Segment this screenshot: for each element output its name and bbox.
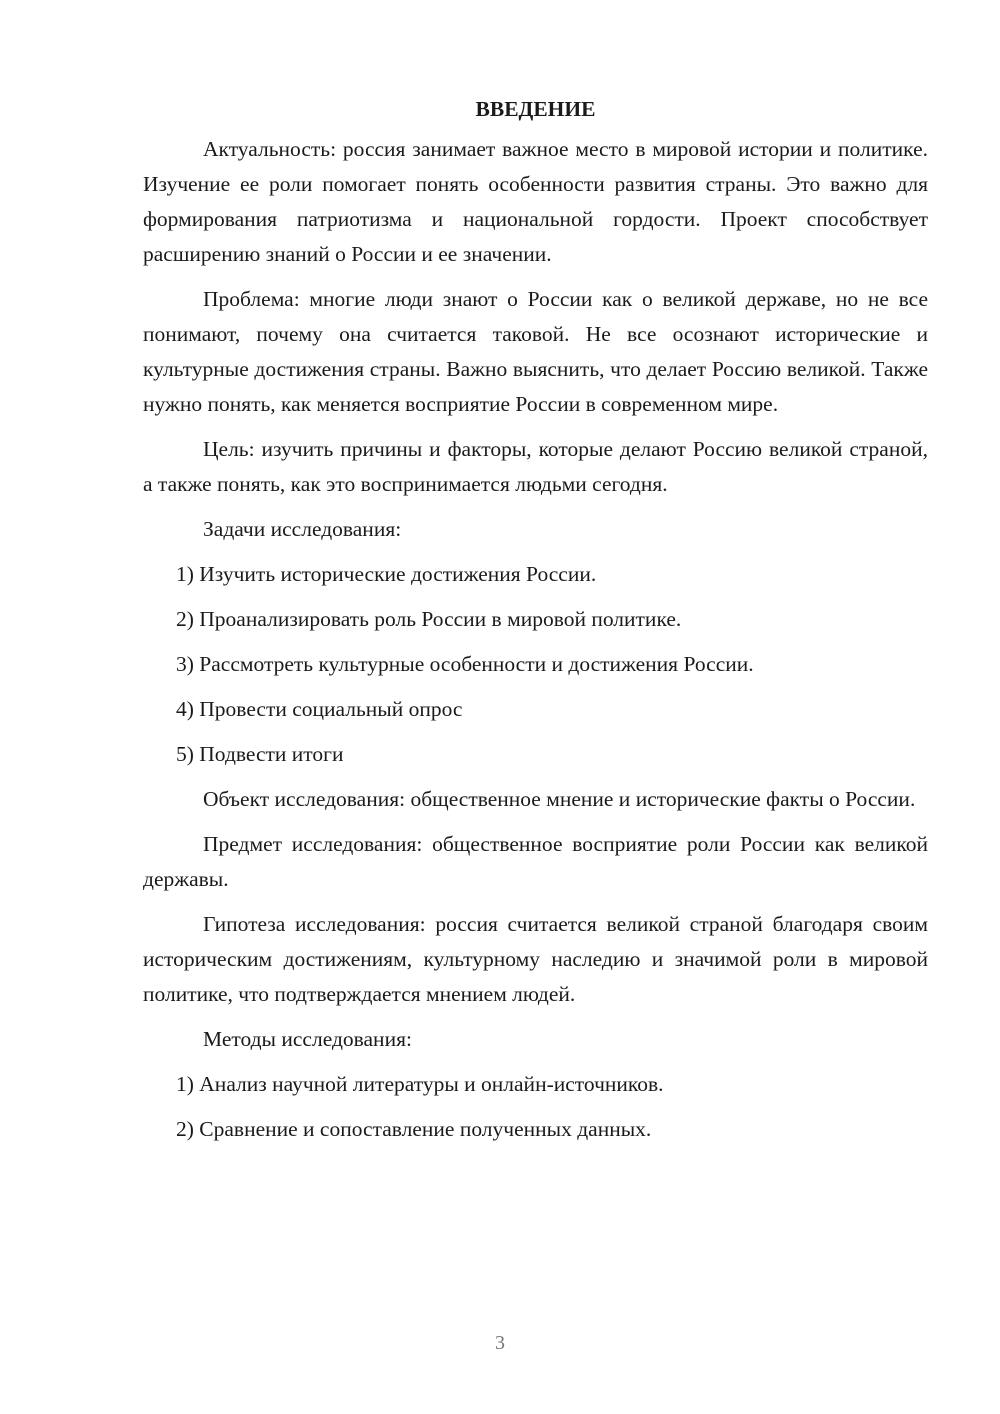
- hypothesis-paragraph: Гипотеза исследования: россия считается великой страной благодаря своим историческим достижениям, культурному наследию и значимой роли в мировой политике, что подтверждается мнением людей.: [143, 912, 928, 1006]
- task-item: 4) Провести социальный опрос: [176, 697, 463, 721]
- method-item: 1) Анализ научной литературы и онлайн-источников.: [176, 1072, 664, 1096]
- subject-paragraph: Предмет исследования: общественное восприятие роли России как великой державы.: [143, 832, 928, 891]
- goal-paragraph: Цель: изучить причины и факторы, которые делают Россию великой страной, а также понять, как это воспринимается людьми сегодня.: [143, 437, 928, 496]
- page-number: 3: [495, 1332, 505, 1354]
- problem-paragraph: Проблема: многие люди знают о России как о великой державе, но не все понимают, почему она считается таковой. Не все осознают исторические и культурные достижения страны. Важно выяснить, что делает Россию великой. Также нужно понять, как меняется восприятие России в современном мире.: [143, 287, 928, 416]
- methods-heading: Методы исследования:: [203, 1027, 412, 1051]
- page-title: ВВЕДЕНИЕ: [475, 97, 596, 121]
- object-paragraph: Объект исследования: общественное мнение и исторические факты о России.: [203, 787, 916, 811]
- relevance-paragraph: Актуальность: россия занимает важное место в мировой истории и политике. Изучение ее роли помогает понять особенности развития страны. Это важно для формирования патриотизма и национальной гордости. Проект способствует расширению знаний о России и ее значении.: [143, 137, 928, 266]
- task-item: 1) Изучить исторические достижения России.: [176, 562, 597, 586]
- task-item: 5) Подвести итоги: [176, 742, 344, 766]
- tasks-heading: Задачи исследования:: [203, 517, 402, 541]
- task-item: 2) Проанализировать роль России в мировой политике.: [176, 607, 682, 631]
- task-item: 3) Рассмотреть культурные особенности и достижения России.: [176, 652, 754, 676]
- document-page: [143, 92, 928, 1157]
- method-item: 2) Сравнение и сопоставление полученных данных.: [176, 1117, 652, 1141]
